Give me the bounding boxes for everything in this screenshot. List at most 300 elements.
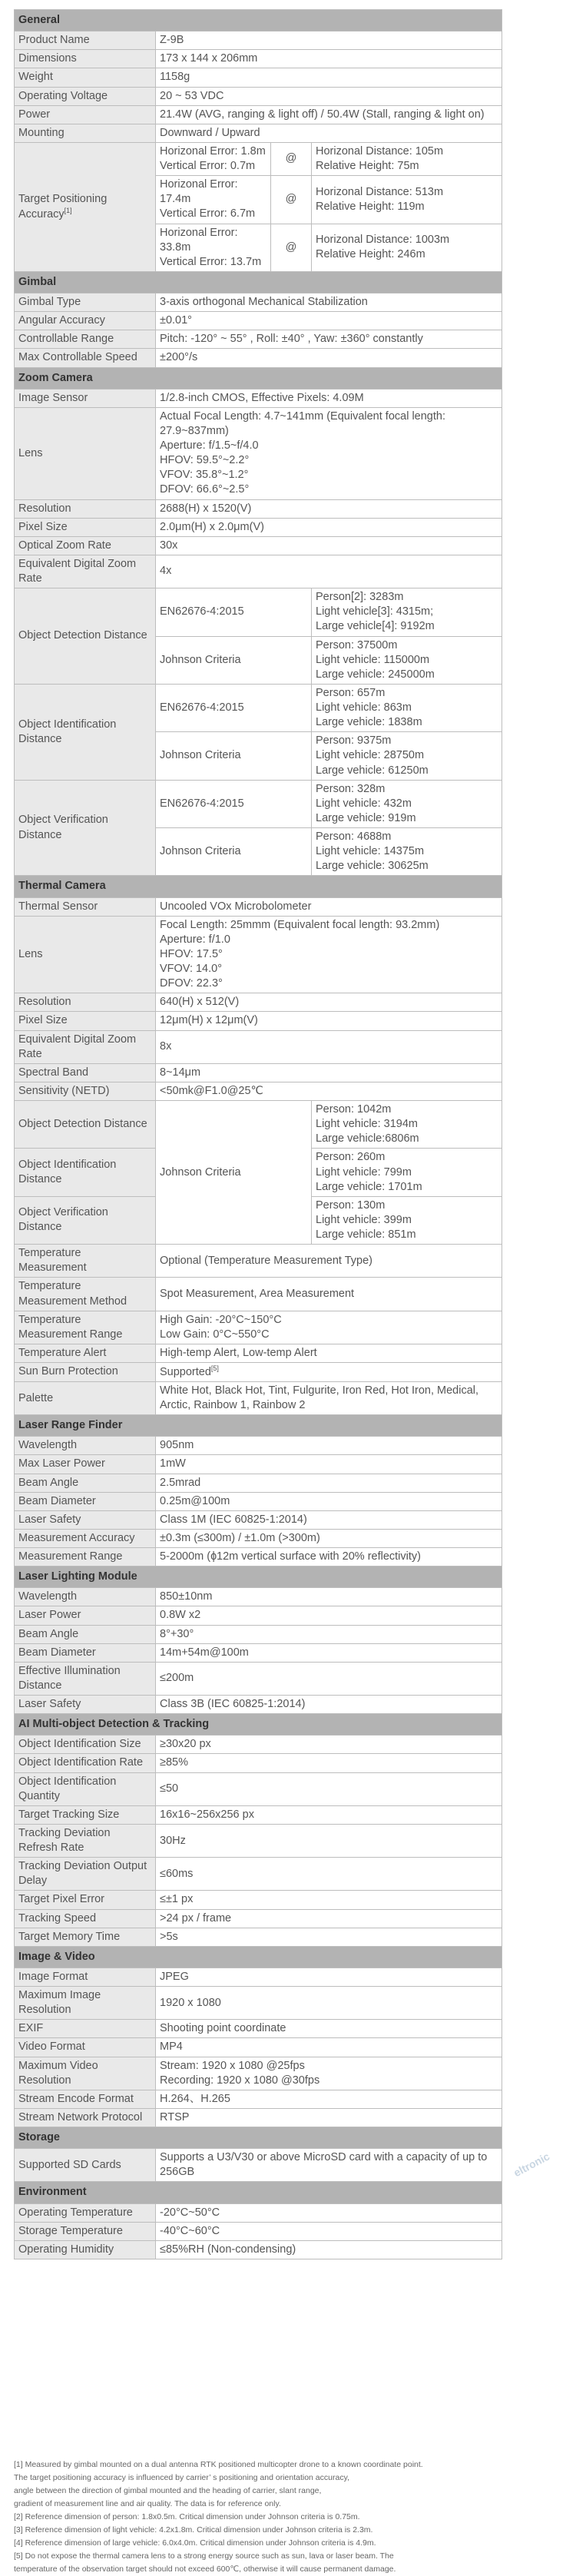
spec-value (156, 1063, 502, 1082)
spec-label (15, 1858, 156, 1891)
cell-text: 2.0μm(H) x 2.0μm(V) (160, 520, 264, 533)
cell-text: Angular Accuracy (18, 314, 105, 327)
spec-row (15, 312, 502, 330)
cell-text: Object Detection Distance (18, 1118, 147, 1131)
cell-text: Weight (18, 71, 53, 84)
spec-label (15, 1805, 156, 1824)
spec-value (156, 916, 502, 993)
spec-row (15, 1245, 502, 1278)
spec-label (15, 349, 156, 367)
spec-table-body (15, 10, 502, 2259)
spec-label (15, 2090, 156, 2108)
spec-row (15, 1278, 502, 1311)
spec-row (15, 1968, 502, 1986)
spec-value (156, 1662, 502, 1695)
spec-row (15, 1625, 502, 1643)
spec-row (15, 1891, 502, 1909)
cell-text: Beam Diameter (18, 1494, 96, 1507)
spec-value (156, 2240, 502, 2259)
spec-value (156, 684, 312, 731)
cell-text: 12μm(H) x 12μm(V) (160, 1014, 258, 1027)
cell-text: 8~14μm (160, 1066, 201, 1079)
spec-row (15, 1311, 502, 1344)
spec-row (15, 1437, 502, 1455)
cell-text: Person: 130m Light vehicle: 399m Large vehicle: 851m (316, 1198, 416, 1241)
cell-text: 16x16~256x256 px (160, 1808, 254, 1821)
spec-value (312, 224, 502, 271)
spec-row (15, 499, 502, 518)
spec-row (15, 897, 502, 916)
cell-text: 1mW (160, 1457, 186, 1470)
spec-row (15, 1012, 502, 1030)
cell-text: ≤85%RH (Non-condensing) (160, 2243, 296, 2256)
cell-text: RTSP (160, 2110, 190, 2123)
spec-value (156, 1606, 502, 1625)
spec-value (156, 536, 502, 555)
spec-value (156, 1643, 502, 1662)
cell-text: 30x (160, 539, 178, 552)
cell-text: Video Format (18, 2041, 85, 2054)
section-header-thermal-camera (15, 876, 502, 897)
cell-text: Object Verification Distance (18, 814, 108, 841)
spec-label (15, 1149, 156, 1196)
spec-value (156, 499, 502, 518)
spec-value (156, 31, 502, 50)
spec-row (15, 1455, 502, 1474)
spec-label (15, 1909, 156, 1928)
cell-text: Person: 1042m Light vehicle: 3194m Large vehicle:6806m (316, 1103, 419, 1145)
spec-value (312, 142, 502, 175)
spec-row (15, 2090, 502, 2108)
spec-row (15, 68, 502, 87)
spec-label (15, 1437, 156, 1455)
spec-value (312, 732, 502, 780)
spec-row (15, 1736, 502, 1754)
spec-row (15, 2240, 502, 2259)
cell-text: Person: 328m Light vehicle: 432m Large vehicle: 919m (316, 782, 416, 824)
cell-text: Equivalent Digital Zoom Rate (18, 1033, 137, 1060)
spec-value (156, 993, 502, 1012)
spec-value (156, 555, 502, 588)
spec-label (15, 2038, 156, 2057)
cell-text: Controllable Range (18, 333, 114, 346)
footnote-line: [1] Measured by gimbal mounted on a dual antenna RTK positioned multicopter drone to a known coordinate point. (14, 2460, 423, 2469)
spec-label (15, 1968, 156, 1986)
spec-value (156, 897, 502, 916)
spec-value (312, 176, 502, 224)
footnote-ref: [5] (210, 1364, 219, 1372)
spec-value (156, 389, 502, 407)
cell-text: Person: 260m Light vehicle: 799m Large vehicle: 1701m (316, 1151, 422, 1193)
section-header-storage (15, 2127, 502, 2149)
section-header-gimbal (15, 271, 502, 293)
cell-text: Horizonal Distance: 1003m Relative Height: 246m (316, 234, 450, 261)
spec-label (15, 1381, 156, 1414)
spec-value (156, 1030, 502, 1063)
spec-label (15, 916, 156, 993)
spec-value (156, 1696, 502, 1714)
at-symbol (271, 176, 312, 224)
watermark: eltronic (511, 2150, 552, 2180)
cell-text: ≥85% (160, 1756, 188, 1769)
spec-row (15, 536, 502, 555)
cell-text: Z-9B (160, 34, 184, 47)
cell-text: Lens (18, 446, 43, 459)
cell-text: 850±10nm (160, 1590, 213, 1603)
spec-row (15, 2203, 502, 2222)
spec-row (15, 1344, 502, 1362)
spec-row (15, 1643, 502, 1662)
spec-value (156, 349, 502, 367)
cell-text: High Gain: -20°C~150°C Low Gain: 0°C~550°C (160, 1313, 282, 1341)
spec-value (156, 828, 312, 876)
spec-label (15, 1772, 156, 1805)
cell-text: Thermal Sensor (18, 900, 98, 913)
spec-value (156, 588, 312, 636)
cell-text: Pitch: -120° ~ 55° , Roll: ±40° , Yaw: ±360° constantly (160, 333, 423, 346)
spec-value (156, 1588, 502, 1606)
cell-text: Person: 4688m Light vehicle: 14375m Large vehicle: 30625m (316, 830, 429, 873)
spec-value (312, 684, 502, 731)
spec-value (156, 1805, 502, 1824)
spec-value (312, 636, 502, 684)
spec-label (15, 1696, 156, 1714)
cell-text: EN62676-4:2015 (160, 605, 244, 618)
footnote-line: The target positioning accuracy is influenced by carrier’ s positioning and orientation accuracy, (14, 2473, 349, 2482)
spec-row (15, 1363, 502, 1382)
cell-text: Beam Angle (18, 1627, 79, 1640)
spec-row (15, 2020, 502, 2038)
spec-label (15, 68, 156, 87)
cell-text: Object Identification Distance (18, 718, 117, 745)
cell-text: ≤50 (160, 1782, 179, 1795)
spec-value (156, 407, 502, 499)
cell-text: ≤±1 px (160, 1893, 194, 1906)
spec-row (15, 1662, 502, 1695)
spec-label (15, 2222, 156, 2240)
cell-text: Person: 37500m Light vehicle: 115000m Large vehicle: 245000m (316, 638, 435, 681)
spec-value (156, 1909, 502, 1928)
spec-value (156, 1529, 502, 1547)
cell-text: Wavelength (18, 1439, 78, 1452)
cell-text: Pixel Size (18, 1014, 68, 1027)
cell-text: Gimbal Type (18, 296, 81, 308)
spec-value (156, 1012, 502, 1030)
cell-text: Lens (18, 947, 43, 960)
spec-row (15, 1909, 502, 1928)
spec-value (156, 1437, 502, 1455)
spec-value (312, 780, 502, 827)
cell-text: Object Identification Quantity (18, 1775, 117, 1802)
spec-value (156, 1987, 502, 2020)
spec-label (15, 50, 156, 68)
spec-row (15, 50, 502, 68)
cell-text: Effective Illumination Distance (18, 1664, 121, 1692)
cell-text: Pixel Size (18, 520, 68, 533)
cell-text: 0.25m@100m (160, 1494, 230, 1507)
cell-text: Johnson Criteria (160, 1165, 241, 1179)
cell-text: Class 3B (IEC 60825-1:2014) (160, 1698, 306, 1711)
cell-text: 21.4W (AVG, ranging & light off) / 50.4W (Stall, ranging & light on) (160, 108, 485, 121)
spec-label (15, 1529, 156, 1547)
cell-text: Beam Diameter (18, 1646, 96, 1659)
cell-text: Person: 657m Light vehicle: 863m Large vehicle: 1838m (316, 686, 422, 729)
spec-label (15, 1101, 156, 1149)
cell-text: Person: 9375m Light vehicle: 28750m Large vehicle: 61250m (316, 734, 429, 777)
spec-value (156, 1101, 312, 1245)
spec-value (156, 2020, 502, 2038)
spec-label (15, 1987, 156, 2020)
spec-value (156, 1824, 502, 1857)
spec-label (15, 2020, 156, 2038)
spec-label (15, 2108, 156, 2127)
spec-value (156, 1928, 502, 1946)
spec-row (15, 1510, 502, 1529)
cell-text: Beam Angle (18, 1476, 79, 1489)
spec-value (156, 176, 271, 224)
cell-text: Temperature Measurement Range (18, 1313, 123, 1341)
spec-sheet (14, 9, 502, 2259)
spec-label (15, 993, 156, 1012)
section-title: Storage (15, 2127, 502, 2149)
spec-row (15, 588, 502, 636)
spec-row (15, 1772, 502, 1805)
cell-text: Horizonal Error: 1.8m Vertical Error: 0.7m (160, 144, 266, 172)
cell-text: Image Format (18, 1970, 88, 1983)
spec-value (156, 1278, 502, 1311)
cell-text: Optional (Temperature Measurement Type) (160, 1254, 372, 1267)
cell-text: Johnson Criteria (160, 653, 241, 666)
cell-text: Downward / Upward (160, 126, 260, 139)
cell-text: Optical Zoom Rate (18, 539, 111, 552)
cell-text: Operating Humidity (18, 2243, 114, 2256)
spec-row (15, 1824, 502, 1857)
cell-text: EN62676-4:2015 (160, 701, 244, 714)
footnote-line: [3] Reference dimension of light vehicle: 4.2x1.8m. Critical dimension under Johnson criteria is 2.3m. (14, 2525, 373, 2535)
spec-value (156, 293, 502, 312)
cell-text: Stream Encode Format (18, 2092, 134, 2105)
section-header-general (15, 10, 502, 31)
footnote-line: [5] Do not expose the thermal camera lens to a strong energy source such as sun, lava or laser beam. The (14, 2551, 394, 2561)
spec-row (15, 1858, 502, 1891)
spec-value (156, 1363, 502, 1382)
cell-text: Palette (18, 1391, 54, 1404)
spec-row (15, 2222, 502, 2240)
section-title: Thermal Camera (15, 876, 502, 897)
spec-label (15, 2240, 156, 2259)
spec-row (15, 293, 502, 312)
spec-row (15, 1101, 502, 1149)
spec-value (156, 1736, 502, 1754)
spec-row (15, 349, 502, 367)
spec-label (15, 2149, 156, 2182)
spec-row (15, 2149, 502, 2182)
cell-text: Power (18, 108, 51, 121)
spec-value (312, 828, 502, 876)
cell-text: Temperature Alert (18, 1346, 107, 1359)
spec-row (15, 1474, 502, 1492)
cell-text: Operating Temperature (18, 2206, 133, 2219)
cell-text: Tracking Speed (18, 1911, 97, 1925)
spec-value (156, 2203, 502, 2222)
cell-text: Horizonal Distance: 513m Relative Height: 119m (316, 185, 444, 213)
section-title: Zoom Camera (15, 367, 502, 389)
cell-text: Object Detection Distance (18, 629, 147, 642)
cell-text: Product Name (18, 34, 90, 47)
spec-row (15, 1381, 502, 1414)
cell-text: Supported SD Cards (18, 2158, 121, 2171)
spec-value (156, 780, 312, 827)
spec-value (156, 2222, 502, 2240)
spec-row (15, 87, 502, 105)
cell-text: MP4 (160, 2041, 183, 2054)
spec-value (156, 2057, 502, 2090)
spec-value (156, 142, 271, 175)
cell-text: ≤60ms (160, 1867, 194, 1880)
spec-row (15, 1030, 502, 1063)
spec-label (15, 1363, 156, 1382)
cell-text: @ (285, 152, 297, 165)
section-header-laser-range-finder (15, 1415, 502, 1437)
spec-row (15, 916, 502, 993)
spec-value (156, 224, 271, 271)
spec-value (156, 1455, 502, 1474)
spec-value (156, 50, 502, 68)
cell-text: 8°+30° (160, 1627, 194, 1640)
spec-label (15, 31, 156, 50)
cell-text: Class 1M (IEC 60825-1:2014) (160, 1513, 307, 1526)
spec-value (156, 312, 502, 330)
spec-label (15, 1082, 156, 1100)
spec-value (156, 1474, 502, 1492)
cell-text: >24 px / frame (160, 1911, 232, 1925)
spec-value (312, 588, 502, 636)
spec-label (15, 897, 156, 916)
cell-text: 1920 x 1080 (160, 1996, 221, 2009)
spec-label (15, 555, 156, 588)
cell-text: ±0.01° (160, 314, 192, 327)
cell-text: Supported (160, 1365, 211, 1378)
cell-text: EXIF (18, 2022, 44, 2035)
spec-value (156, 636, 312, 684)
spec-label (15, 518, 156, 536)
cell-text: Horizonal Error: 17.4m Vertical Error: 6.7m (160, 178, 256, 220)
cell-text: Target Tracking Size (18, 1808, 120, 1821)
spec-value (156, 2108, 502, 2127)
spec-label (15, 124, 156, 142)
section-title: Environment (15, 2182, 502, 2203)
cell-text: 3-axis orthogonal Mechanical Stabilization (160, 296, 368, 308)
at-symbol (271, 142, 312, 175)
spec-row (15, 1492, 502, 1510)
footnote-line: temperature of the observation target should not exceed 600℃, otherwise it will cause permanent damage. (14, 2564, 396, 2574)
cell-text: Max Laser Power (18, 1457, 105, 1470)
cell-text: Stream: 1920 x 1080 @25fps Recording: 1920 x 1080 @30fps (160, 2059, 320, 2087)
cell-text: Focal Length: 25mmm (Equivalent focal length: 93.2mm) Aperture: f/1.0 HFOV: 17.5° VFOV: 14.0° DFOV: 22.3° (160, 918, 440, 990)
cell-text: Measurement Range (18, 1550, 123, 1563)
spec-row (15, 1928, 502, 1946)
section-title: General (15, 10, 502, 31)
cell-text: Stream Network Protocol (18, 2110, 143, 2123)
cell-text: Wavelength (18, 1590, 78, 1603)
cell-text: Sun Burn Protection (18, 1365, 118, 1378)
spec-value (156, 1968, 502, 1986)
spec-label (15, 389, 156, 407)
cell-text: Temperature Measurement Method (18, 1280, 127, 1308)
cell-text: -20°C~50°C (160, 2206, 220, 2219)
cell-text: H.264、H.265 (160, 2092, 230, 2105)
section-title: AI Multi-object Detection & Tracking (15, 1714, 502, 1736)
cell-text: Target Memory Time (18, 1930, 121, 1943)
spec-value (156, 330, 502, 349)
spec-row (15, 1082, 502, 1100)
spec-label (15, 293, 156, 312)
spec-row (15, 124, 502, 142)
spec-row (15, 1805, 502, 1824)
spec-value (156, 87, 502, 105)
spec-label (15, 407, 156, 499)
cell-text: Tracking Deviation Output Delay (18, 1860, 147, 1888)
spec-row (15, 1548, 502, 1566)
spec-value (156, 1625, 502, 1643)
spec-value (156, 1858, 502, 1891)
cell-text: Supports a U3/V30 or above MicroSD card with a capacity of up to 256GB (160, 2151, 488, 2179)
cell-text: Horizonal Error: 33.8m Vertical Error: 13.7m (160, 226, 262, 268)
cell-text: Mounting (18, 126, 65, 139)
spec-value (156, 1082, 502, 1100)
cell-text: Spot Measurement, Area Measurement (160, 1287, 355, 1300)
spec-label (15, 536, 156, 555)
cell-text: Equivalent Digital Zoom Rate (18, 557, 137, 585)
cell-text: 20 ~ 53 VDC (160, 89, 224, 102)
spec-label (15, 1606, 156, 1625)
spec-value (156, 1381, 502, 1414)
spec-label (15, 684, 156, 780)
spec-label (15, 1311, 156, 1344)
spec-table (14, 9, 502, 2259)
spec-value (156, 1891, 502, 1909)
cell-text: Horizonal Distance: 105m Relative Height: 75m (316, 144, 444, 172)
cell-text: 14m+54m@100m (160, 1646, 249, 1659)
footnote-ref: [1] (64, 206, 72, 214)
cell-text: Actual Focal Length: 4.7~141mm (Equivalent focal length: 27.9~837mm) Aperture: f/1.5~f/4.0 HFOV: 59.5°~2.2° VFOV: 35.8°~1.2° DFOV: 66.6°~2.5° (160, 409, 445, 496)
spec-row (15, 1987, 502, 2020)
cell-text: Max Controllable Speed (18, 351, 137, 364)
spec-value (156, 1548, 502, 1566)
spec-row (15, 518, 502, 536)
spec-row (15, 330, 502, 349)
spec-value (156, 1510, 502, 1529)
footnote-line: [4] Reference dimension of large vehicle: 6.0x4.0m. Critical dimension under Johnson criteria is 4.9m. (14, 2538, 376, 2548)
spec-row (15, 2057, 502, 2090)
spec-label (15, 1196, 156, 1244)
cell-text: Image Sensor (18, 391, 88, 404)
cell-text: Johnson Criteria (160, 845, 241, 858)
spec-value (156, 1772, 502, 1805)
cell-text: <50mk@F1.0@25℃ (160, 1084, 263, 1097)
spec-row (15, 1754, 502, 1772)
spec-value (156, 2149, 502, 2182)
cell-text: Operating Voltage (18, 89, 108, 102)
spec-row (15, 555, 502, 588)
cell-text: Laser Safety (18, 1698, 81, 1711)
cell-text: Object Identification Distance (18, 1158, 117, 1186)
cell-text: @ (285, 193, 297, 206)
cell-text: 1/2.8-inch CMOS, Effective Pixels: 4.09M (160, 391, 364, 404)
spec-label (15, 1510, 156, 1529)
spec-row (15, 407, 502, 499)
section-title: Gimbal (15, 271, 502, 293)
